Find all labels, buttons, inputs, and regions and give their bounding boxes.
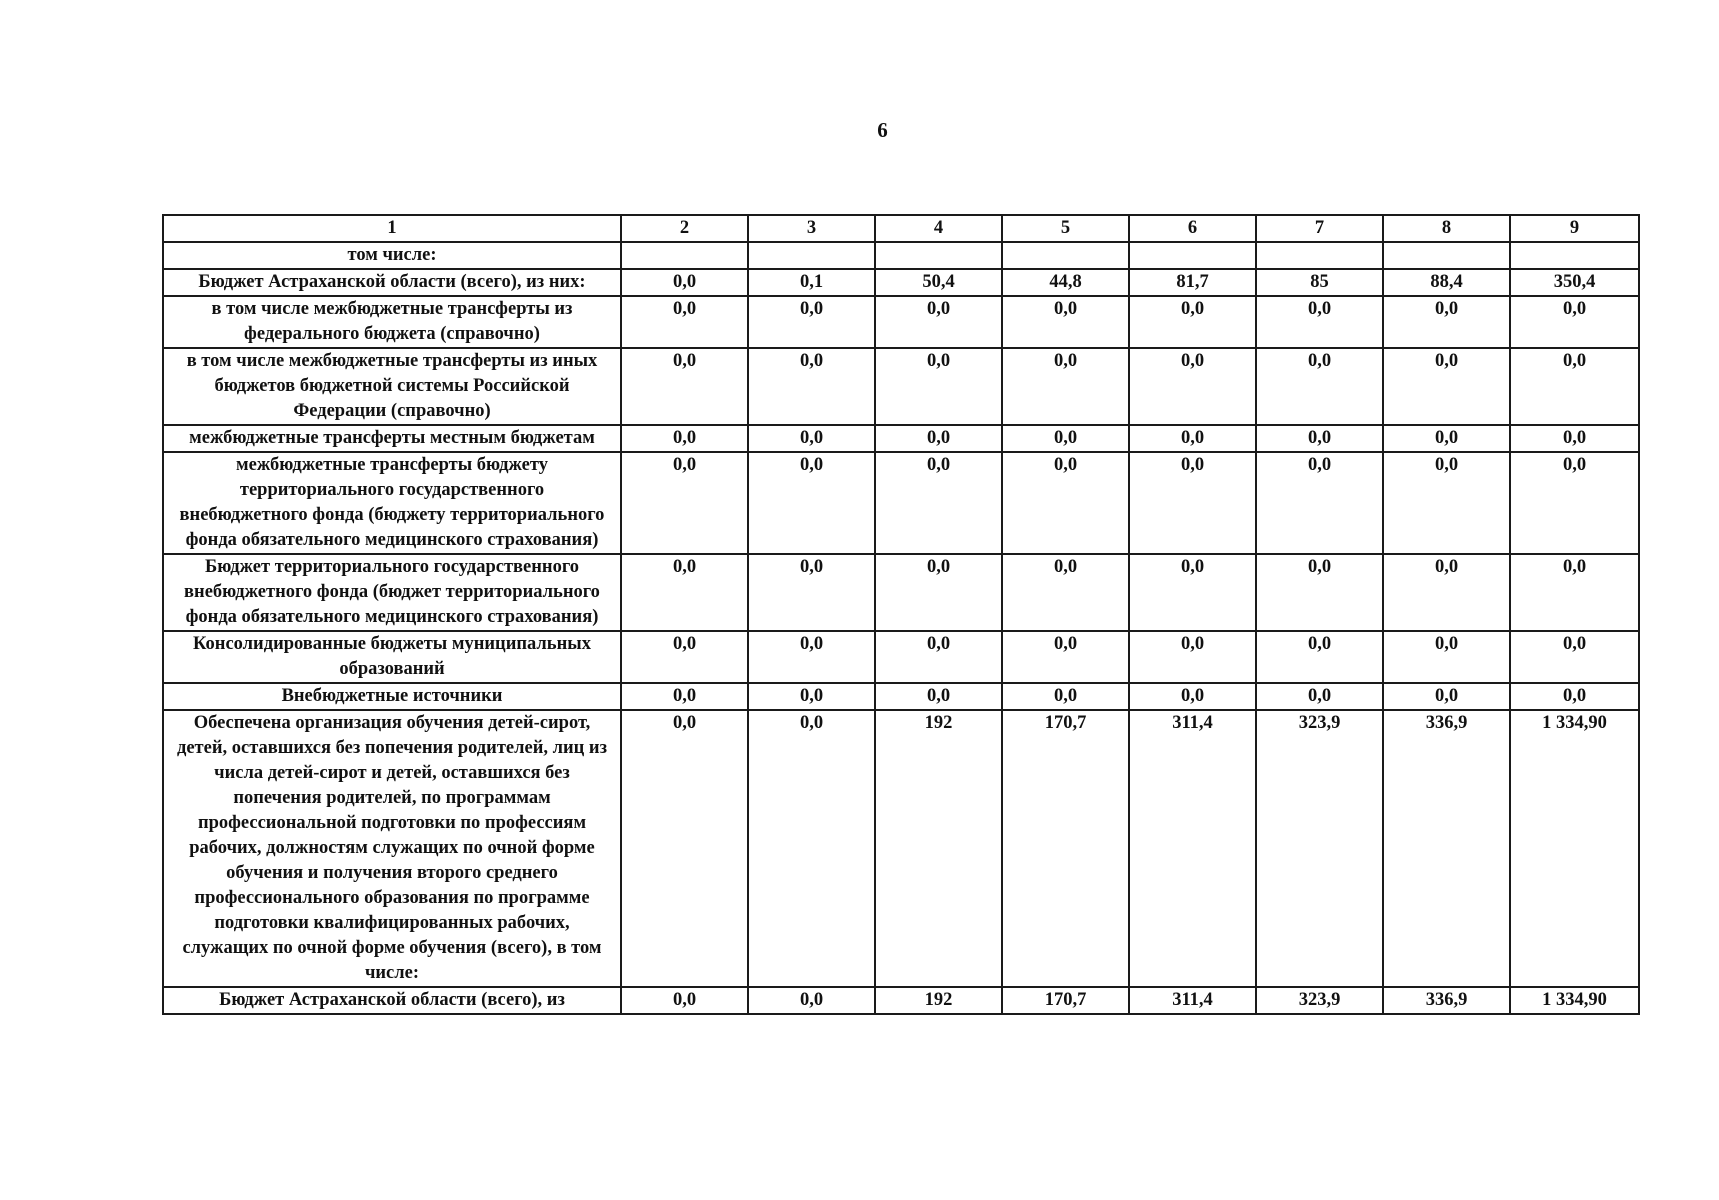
table-cell: 0,0 <box>748 710 875 987</box>
table-cell: 0,0 <box>1002 683 1129 710</box>
budget-table <box>162 214 1640 1015</box>
column-header: 5 <box>1002 215 1129 242</box>
table-cell: 0,0 <box>875 554 1002 631</box>
table-cell: 50,4 <box>875 269 1002 296</box>
table-cell: 0,0 <box>1383 296 1510 348</box>
table-cell <box>1383 242 1510 269</box>
table-cell: 0,1 <box>748 269 875 296</box>
table-cell: 336,9 <box>1383 710 1510 987</box>
table-cell <box>1256 242 1383 269</box>
table-cell: 192 <box>875 710 1002 987</box>
table-cell: 0,0 <box>1510 631 1639 683</box>
table-cell: 0,0 <box>875 631 1002 683</box>
table-cell: 0,0 <box>1129 683 1256 710</box>
table-cell <box>1002 242 1129 269</box>
table-cell: 0,0 <box>1129 631 1256 683</box>
table-cell: 0,0 <box>621 554 748 631</box>
table-cell: 0,0 <box>1002 425 1129 452</box>
table-row <box>163 710 1639 987</box>
table-cell: 85 <box>1256 269 1383 296</box>
row-label: том числе: <box>163 242 621 269</box>
table-cell: 81,7 <box>1129 269 1256 296</box>
column-header: 9 <box>1510 215 1639 242</box>
table-cell <box>748 242 875 269</box>
row-label: межбюджетные трансферты местным бюджетам <box>163 425 621 452</box>
table-cell: 0,0 <box>748 348 875 425</box>
table-cell: 0,0 <box>1383 554 1510 631</box>
table-cell: 0,0 <box>748 631 875 683</box>
table-cell: 0,0 <box>748 683 875 710</box>
table-cell: 170,7 <box>1002 987 1129 1014</box>
table-row <box>163 425 1639 452</box>
table-cell: 0,0 <box>1002 631 1129 683</box>
table-cell: 0,0 <box>748 425 875 452</box>
table-cell: 0,0 <box>621 269 748 296</box>
row-label: в том числе межбюджетные трансферты из иных бюджетов бюджетной системы Российской Федерации (справочно) <box>163 348 621 425</box>
table-row <box>163 452 1639 554</box>
table-cell: 44,8 <box>1002 269 1129 296</box>
table-cell: 0,0 <box>1002 348 1129 425</box>
column-header: 2 <box>621 215 748 242</box>
table-row <box>163 348 1639 425</box>
table-cell <box>1510 242 1639 269</box>
table-cell: 0,0 <box>1129 452 1256 554</box>
column-header: 7 <box>1256 215 1383 242</box>
table-cell: 0,0 <box>621 348 748 425</box>
table-cell: 0,0 <box>1002 452 1129 554</box>
table-cell: 0,0 <box>621 710 748 987</box>
page-number: 6 <box>877 118 888 142</box>
table-cell: 0,0 <box>748 987 875 1014</box>
table-cell: 0,0 <box>1256 554 1383 631</box>
table-cell: 336,9 <box>1383 987 1510 1014</box>
table-row <box>163 269 1639 296</box>
table-cell: 0,0 <box>1002 554 1129 631</box>
table-cell: 0,0 <box>875 348 1002 425</box>
table-row <box>163 296 1639 348</box>
table-cell: 0,0 <box>621 296 748 348</box>
table-cell: 0,0 <box>1256 425 1383 452</box>
table-row <box>163 242 1639 269</box>
table-cell: 0,0 <box>748 296 875 348</box>
column-header: 3 <box>748 215 875 242</box>
table-cell: 0,0 <box>875 683 1002 710</box>
column-header: 4 <box>875 215 1002 242</box>
table-cell: 0,0 <box>1256 348 1383 425</box>
row-label: Бюджет Астраханской области (всего), из них: <box>163 269 621 296</box>
table-cell: 0,0 <box>1383 631 1510 683</box>
table-cell: 350,4 <box>1510 269 1639 296</box>
column-header: 8 <box>1383 215 1510 242</box>
table-cell: 0,0 <box>621 987 748 1014</box>
table-cell: 0,0 <box>1510 425 1639 452</box>
table-cell: 0,0 <box>621 425 748 452</box>
row-label: Консолидированные бюджеты муниципальных образований <box>163 631 621 683</box>
table-cell: 0,0 <box>1510 452 1639 554</box>
table-cell: 323,9 <box>1256 710 1383 987</box>
row-label: Бюджет территориального государственного внебюджетного фонда (бюджет территориального фонда обязательного медицинского страхования) <box>163 554 621 631</box>
table-cell: 0,0 <box>1510 554 1639 631</box>
table-cell: 0,0 <box>875 425 1002 452</box>
column-header: 1 <box>163 215 621 242</box>
table-cell: 0,0 <box>1256 296 1383 348</box>
table-row <box>163 554 1639 631</box>
table-cell: 1 334,90 <box>1510 710 1639 987</box>
table-cell <box>875 242 1002 269</box>
row-label: Обеспечена организация обучения детей-сирот, детей, оставшихся без попечения родителей, лиц из числа детей-сирот и детей, оставшихся без попечения родителей, по программам профессиональной подготовки по профессиям рабочих, должностям служащих по очной форме обучения и получения второго среднего профессионального образования по программе подготовки квалифицированных рабочих, служащих по очной форме обучения (всего), в том числе: <box>163 710 621 987</box>
table-cell: 0,0 <box>748 554 875 631</box>
table-cell <box>1129 242 1256 269</box>
table-cell: 0,0 <box>1510 348 1639 425</box>
table-cell: 0,0 <box>1256 452 1383 554</box>
table-row <box>163 683 1639 710</box>
row-label: Бюджет Астраханской области (всего), из <box>163 987 621 1014</box>
row-label: межбюджетные трансферты бюджету территориального государственного внебюджетного фонда (бюджету территориального фонда обязательного медицинского страхования) <box>163 452 621 554</box>
table-cell: 0,0 <box>1383 452 1510 554</box>
table-row <box>163 631 1639 683</box>
table-cell: 170,7 <box>1002 710 1129 987</box>
table-row <box>163 987 1639 1014</box>
table-cell: 0,0 <box>621 683 748 710</box>
table-cell: 0,0 <box>1129 425 1256 452</box>
table-cell: 0,0 <box>1383 683 1510 710</box>
table-cell: 0,0 <box>1383 348 1510 425</box>
table-cell: 0,0 <box>1510 683 1639 710</box>
row-label: в том числе межбюджетные трансферты из федерального бюджета (справочно) <box>163 296 621 348</box>
table-cell: 323,9 <box>1256 987 1383 1014</box>
table-cell: 0,0 <box>1510 296 1639 348</box>
table-cell <box>621 242 748 269</box>
table-cell: 0,0 <box>1002 296 1129 348</box>
table-cell: 0,0 <box>875 296 1002 348</box>
table-cell: 192 <box>875 987 1002 1014</box>
table-cell: 1 334,90 <box>1510 987 1639 1014</box>
column-header: 6 <box>1129 215 1256 242</box>
table-cell: 0,0 <box>621 631 748 683</box>
row-label: Внебюджетные источники <box>163 683 621 710</box>
table-cell: 0,0 <box>621 452 748 554</box>
table-cell: 311,4 <box>1129 710 1256 987</box>
table-cell: 88,4 <box>1383 269 1510 296</box>
table-cell: 0,0 <box>1129 554 1256 631</box>
table-cell: 0,0 <box>1256 683 1383 710</box>
table-cell: 0,0 <box>1256 631 1383 683</box>
table-cell: 0,0 <box>1129 296 1256 348</box>
table-cell: 311,4 <box>1129 987 1256 1014</box>
table-header-row <box>163 215 1639 242</box>
table-cell: 0,0 <box>1383 425 1510 452</box>
table-cell: 0,0 <box>875 452 1002 554</box>
table-cell: 0,0 <box>1129 348 1256 425</box>
table-cell: 0,0 <box>748 452 875 554</box>
